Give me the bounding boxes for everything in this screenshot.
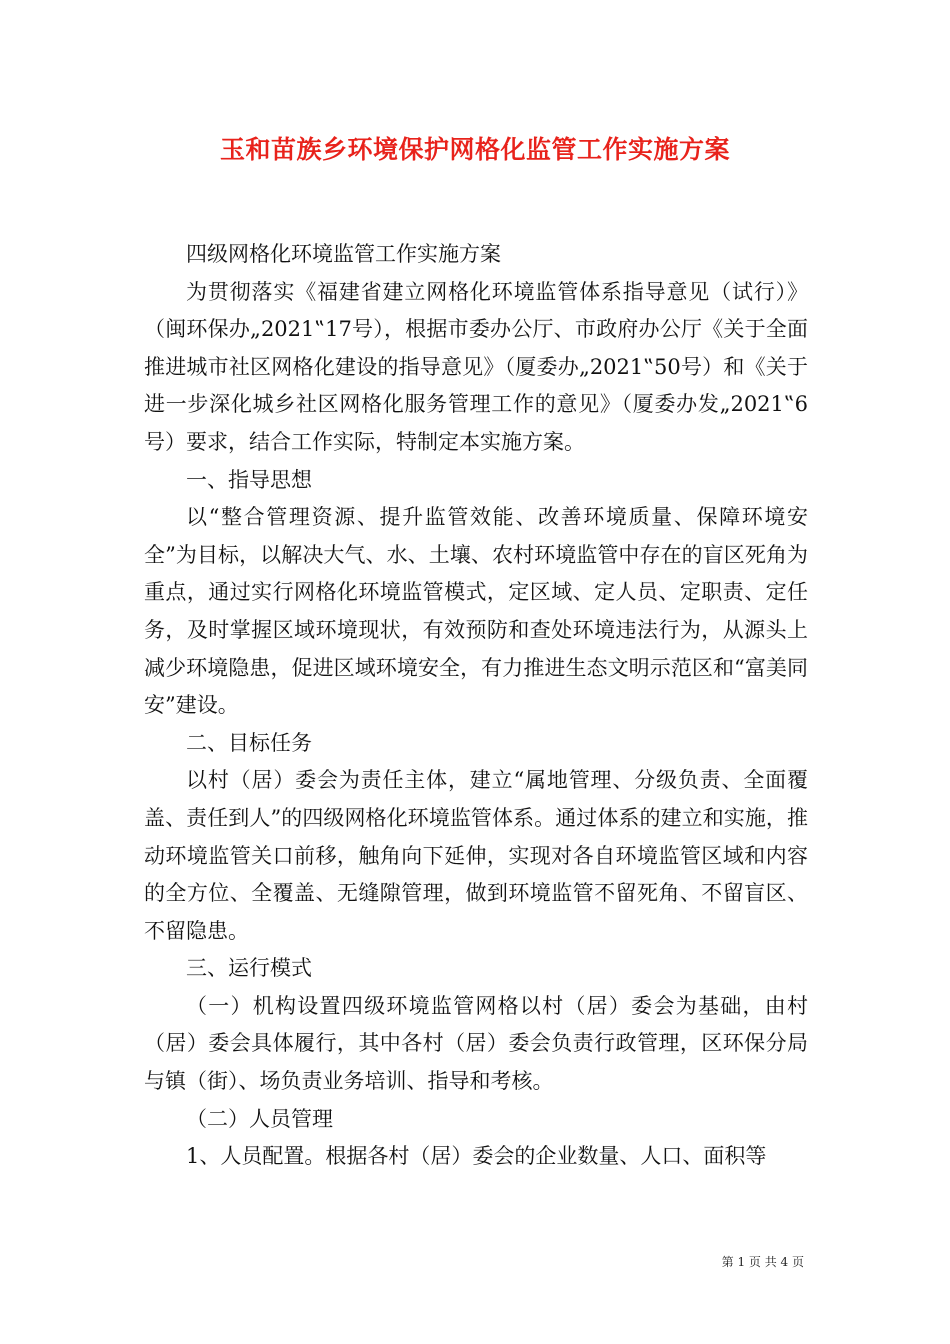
section-heading-operation-mode: 三、运行模式: [186, 956, 312, 981]
document-title: 玉和苗族乡环境保护网格化监管工作实施方案: [219, 135, 730, 164]
paragraph-organization: （一）机构设置四级环境监管网格以村（居）委会为基础，由村（居）委会具体履行，其中各村（居）委会负责行政管理，区环保分局与镇（街）、场负责业务培训、指导和考核。: [144, 993, 808, 1094]
page-number: 第 1 页 共 4 页: [721, 1255, 804, 1269]
paragraph-objectives: 以村（居）委会为责任主体，建立“属地管理、分级负责、全面覆盖、责任到人”的四级网格化环境监管体系。通过体系的建立和实施，推动环境监管关口前移，触角向下延伸，实现对各自环境监管区域和内容的全方位、全覆盖、无缝隙管理，做到环境监管不留死角、不留盲区、不留隐患。: [144, 768, 808, 943]
paragraph-heading-subtitle: 四级网格化环境监管工作实施方案: [186, 242, 501, 266]
subheading-personnel-management: （二）人员管理: [186, 1106, 333, 1131]
paragraph-guiding-ideology: 以“整合管理资源、提升监管效能、改善环境质量、保障环境安全”为目标，以解决大气、水、土壤、农村环境监管中存在的盲区死角为重点，通过实行网格化环境监管模式，定区域、定人员、定职责、定任务，及时掌握区域环境现状，有效预防和查处环境违法行为，从源头上减少环境隐患，促进区域环境安全，有力推进生态文明示范区和“富美同安”建设。: [144, 505, 808, 718]
document-body: [144, 236, 808, 1176]
paragraph-intro: 为贯彻落实《福建省建立网格化环境监管体系指导意见（试行）》（闽环保办„2021‟17号），根据市委办公厅、市政府办公厅《关于全面推进城市社区网格化建设的指导意见》（厦委办„2021‟50号）和《关于进一步深化城乡社区网格化服务管理工作的意见》（厦委办发„2021‟6号）要求，结合工作实际，特制定本实施方案。: [144, 279, 808, 454]
section-heading-guiding-ideology: 一、指导思想: [186, 467, 312, 492]
section-heading-objectives: 二、目标任务: [186, 730, 312, 755]
paragraph-staffing: 1、人员配置。根据各村（居）委会的企业数量、人口、面积等: [186, 1144, 767, 1169]
